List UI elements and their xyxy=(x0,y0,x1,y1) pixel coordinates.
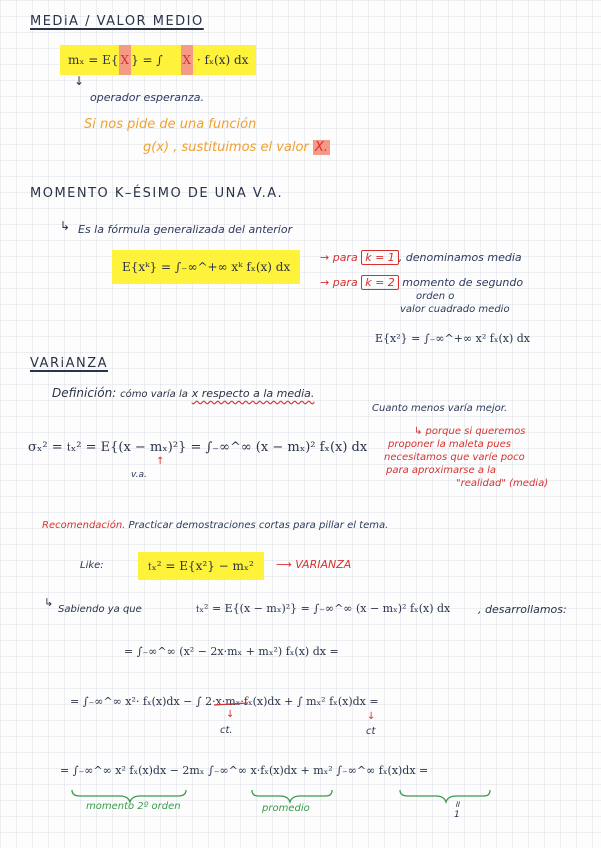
down-arrow-icon: ↓ xyxy=(74,74,85,88)
varianza-arrow-label: ⟶ VARIANZA xyxy=(276,558,352,571)
brace-label-one: ॥ 1 xyxy=(454,800,460,820)
formula-media-left: mₓ = E{ xyxy=(68,53,119,67)
derivation-intro-tail: , desarrollamos: xyxy=(478,603,567,616)
derivation-step-1: = ∫₋∞^∞ (x² − 2x·mₓ + mₓ²) fₓ(x) dx = xyxy=(124,645,339,658)
red-note-line-5: "realidad" (media) xyxy=(456,478,549,489)
definition-x: x respecto a la media. xyxy=(191,387,315,400)
k2-suffix: momento de segundo xyxy=(402,276,524,289)
derivation-intro: Sabiendo ya que xyxy=(58,604,142,615)
red-note-line-4: para aproximarse a la xyxy=(386,465,497,476)
media-note-1: Si nos pide de una función xyxy=(84,117,257,132)
derivation-step-3: = ∫₋∞^∞ x² fₓ(x)dx − 2mₓ ∫₋∞^∞ x·fₓ(x)dx + mₓ² ∫₋∞^∞ fₓ(x)dx = xyxy=(60,764,429,777)
formula-momento-2: E{x²} = ∫₋∞^+∞ x² fₓ(x) dx xyxy=(375,332,531,345)
recommendation-text: Practicar demostraciones cortas para pillar el tema. xyxy=(128,520,389,531)
red-note-line-2: proponer la maleta pues xyxy=(388,439,511,450)
red-up-arrow-icon: ↑ xyxy=(156,456,165,467)
k1-box: k = 1 xyxy=(361,250,399,265)
red-arrow-ct2-icon: ↓ xyxy=(367,711,376,722)
va-label: v.a. xyxy=(131,470,147,480)
k1-prefix: → para xyxy=(320,251,358,264)
section-title-media: MEDiA / VALOR MEDIO xyxy=(30,14,204,29)
momento-intro: Es la fórmula generalizada del anterior xyxy=(78,223,293,236)
note-less-varies: Cuanto menos varía mejor. xyxy=(372,403,508,414)
media-note-2-text: g(x) , sustituimos el valor xyxy=(143,140,309,155)
media-note-2-x: X. xyxy=(314,140,328,155)
k2-line-2: orden o xyxy=(416,291,455,302)
formula-media-highlight-x: X xyxy=(181,45,194,75)
formula-media-mid: } = ∫ xyxy=(131,53,163,67)
k2-line-3: valor cuadrado medio xyxy=(400,304,510,315)
like-label: Like: xyxy=(80,560,104,571)
brace-label-promedio: promedio xyxy=(262,803,310,814)
red-note-line-1: ↳ porque si queremos xyxy=(414,426,526,437)
formula-like: 𝔱ₓ² = E{x²} − mₓ² xyxy=(138,552,264,580)
k2-prefix: → para xyxy=(320,276,358,289)
k1-suffix: , denominamos media xyxy=(398,251,522,264)
red-underline-2x xyxy=(214,703,248,705)
formula-momento: E{xᵏ} = ∫₋∞^+∞ xᵏ fₓ(x) dx xyxy=(112,250,300,284)
formula-varianza: σₓ² = 𝔱ₓ² = E{(x − mₓ)²} = ∫₋∞^∞ (x − mₓ)² fₓ(x) dx xyxy=(28,440,368,455)
definition-label: Definición: xyxy=(52,386,117,400)
k2-box: k = 2 xyxy=(361,275,399,290)
brace-promedio xyxy=(252,790,332,802)
red-note-line-3: necesitamos que varíe poco xyxy=(384,452,525,463)
section-title-momento: MOMENTO K–ÉSIMO DE UNA V.A. xyxy=(30,186,284,201)
hook-arrow-icon: ↳ xyxy=(60,219,71,233)
red-arrow-ct1-icon: ↓ xyxy=(226,709,235,720)
formula-media-right: · fₓ(x) dx xyxy=(196,53,249,67)
operator-note: operador esperanza. xyxy=(90,91,204,104)
brace-label-momento: momento 2º orden xyxy=(86,801,181,812)
definition-text: cómo varía la xyxy=(120,389,188,400)
derivation-intro-formula: 𝔱ₓ² = E{(x − mₓ)²} = ∫₋∞^∞ (x − mₓ)² fₓ(x) dx xyxy=(196,602,451,615)
ct-label-2: ct xyxy=(366,726,376,737)
brace-one xyxy=(400,790,490,802)
formula-media-x: X xyxy=(119,45,132,75)
derivation-step-2: = ∫₋∞^∞ x²· fₓ(x)dx − ∫ 2·x·mₓ·fₓ(x)dx + ∫ mₓ² fₓ(x)dx = xyxy=(70,695,379,708)
section-title-varianza: VARiANZA xyxy=(30,356,109,371)
ct-label-1: ct. xyxy=(220,725,233,736)
recommendation-label: Recomendación. xyxy=(42,520,126,531)
hook-arrow-icon-2: ↳ xyxy=(44,596,54,609)
